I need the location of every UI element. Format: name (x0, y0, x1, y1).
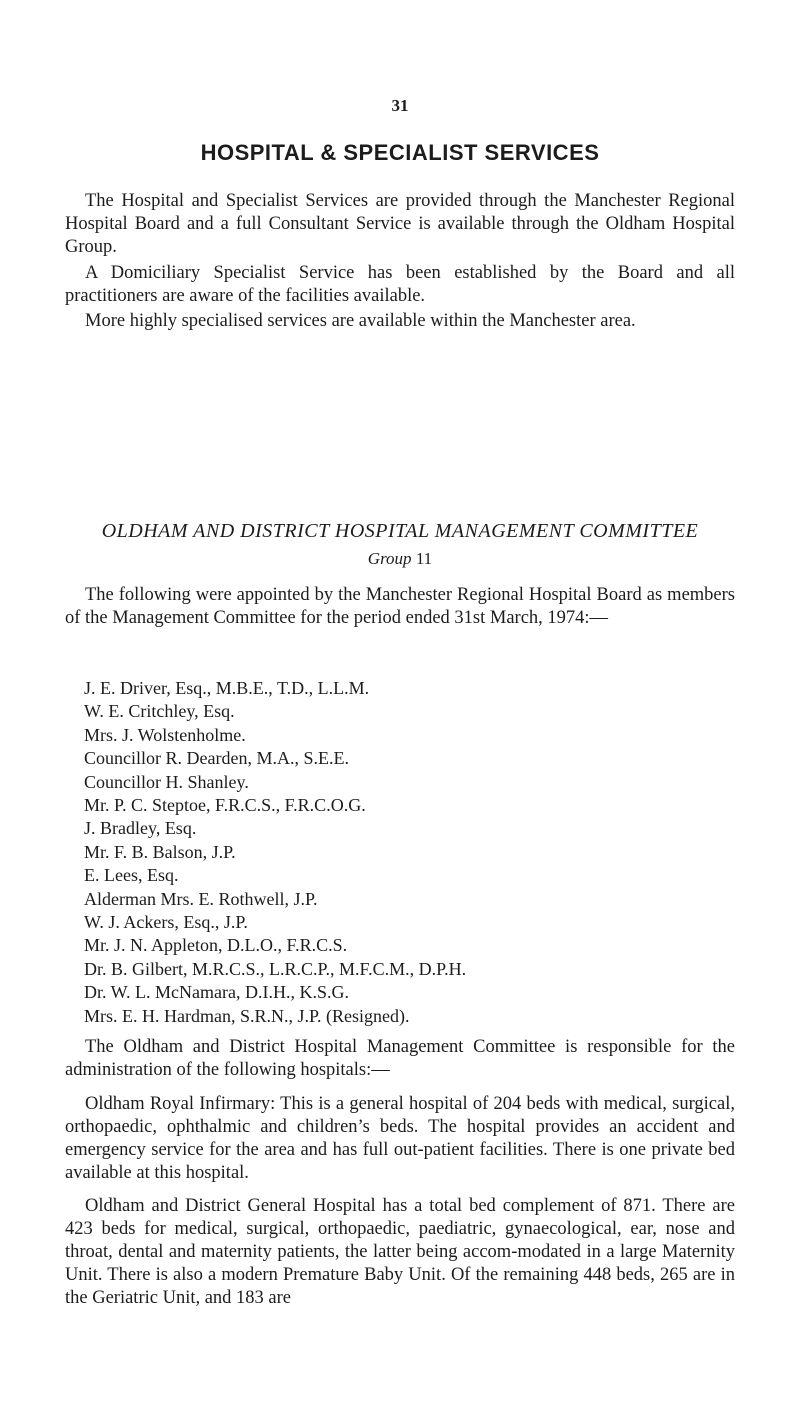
member-list (84, 677, 466, 1028)
royal-infirmary-paragraph: Oldham Royal Infirmary: This is a general hospital of 204 beds with medical, surgical, orthopaedic, ophthalmic and children’s beds. The hospital provides an accident and emergency service for the area and has full out-patient facilities. There is one private bed available at this hospital. (65, 1094, 735, 1183)
section-title: HOSPITAL & SPECIALIST SERVICES (200, 140, 600, 165)
group-label: Group (367, 549, 412, 568)
member-item: Mrs. J. Wolstenholme. (84, 724, 246, 745)
group-line (0, 549, 800, 569)
member-item: Mr. P. C. Steptoe, F.R.C.S., F.R.C.O.G. (84, 795, 366, 816)
page-number: 31 (391, 96, 409, 115)
intro-paragraph: The Hospital and Specialist Services are provided through the Manchester Regional Hospital Board and a full Consultant Service is available through the Oldham Hospital Group. (65, 191, 735, 257)
committee-title: OLDHAM AND DISTRICT HOSPITAL MANAGEMENT COMMITTEE (101, 520, 699, 542)
member-item: Dr. W. L. McNamara, D.I.H., K.S.G. (84, 982, 349, 1003)
member-item: Mrs. E. H. Hardman, S.R.N., J.P. (Resigned). (84, 1005, 410, 1026)
intro-paragraph: A Domiciliary Specialist Service has been established by the Board and all practitioners are aware of the facilities available. (65, 263, 735, 306)
member-item: E. Lees, Esq. (84, 865, 179, 886)
member-item: W. J. Ackers, Esq., J.P. (84, 912, 248, 933)
general-hospital-paragraph: Oldham and District General Hospital has a total bed complement of 871. There are 423 beds for medical, surgical, orthopaedic, paediatric, gynaecological, ear, nose and throat, dental and maternity patients, the latter being accom-modated in a large Maternity Unit. There is also a modern Premature Baby Unit. Of the remaining 448 beds, 265 are in the Geriatric Unit, and 183 are (65, 1196, 735, 1308)
member-item: Alderman Mrs. E. Rothwell, J.P. (84, 888, 318, 909)
member-item: Councillor H. Shanley. (84, 771, 249, 792)
intro-paragraph: More highly specialised services are available within the Manchester area. (85, 311, 636, 331)
member-item: Councillor R. Dearden, M.A., S.E.E. (84, 748, 349, 769)
member-item: Dr. B. Gilbert, M.R.C.S., L.R.C.P., M.F.C.M., D.P.H. (84, 958, 467, 979)
hospitals-intro-paragraph: The Oldham and District Hospital Management Committee is responsible for the administration of the following hospitals:— (65, 1037, 735, 1080)
member-item: J. E. Driver, Esq., M.B.E., T.D., L.L.M. (84, 678, 370, 698)
group-number: 11 (415, 549, 433, 568)
member-item: Mr. F. B. Balson, J.P. (84, 841, 236, 862)
member-item: Mr. J. N. Appleton, D.L.O., F.R.C.S. (84, 935, 348, 956)
appointment-paragraph: The following were appointed by the Manchester Regional Hospital Board as members of the Management Committee for the period ended 31st March, 1974:— (65, 585, 735, 628)
member-item: W. E. Critchley, Esq. (84, 701, 235, 722)
member-item: J. Bradley, Esq. (84, 818, 197, 839)
